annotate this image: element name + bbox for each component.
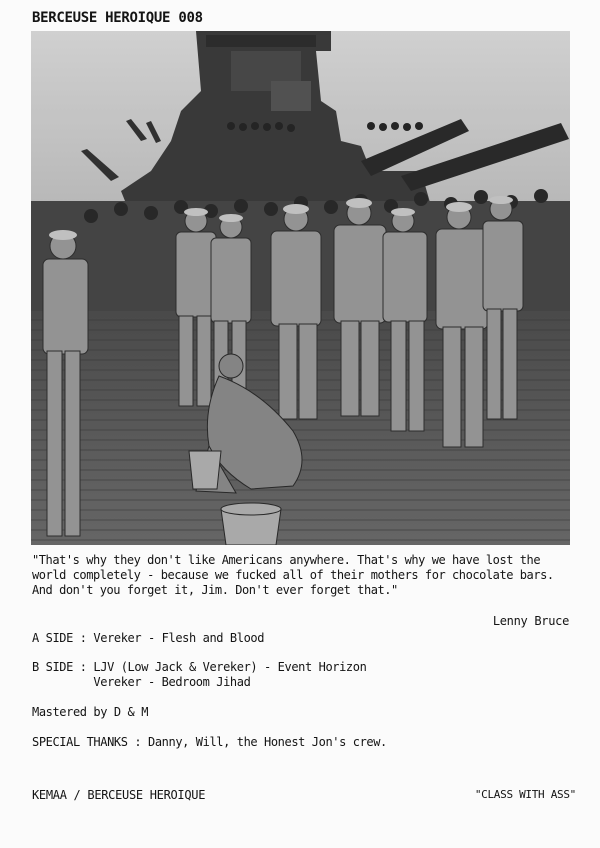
a-side-track: Vereker - Flesh and Blood (93, 631, 265, 645)
a-side-credit (32, 631, 264, 646)
mastered-credit: Mastered by D & M (32, 705, 149, 719)
b-side-track: Vereker - Bedroom Jihad (93, 675, 251, 689)
b-side-track: LJV (Low Jack & Vereker) - Event Horizon (93, 660, 367, 674)
record-title: BERCEUSE HEROIQUE 008 (32, 10, 203, 26)
quote-attribution: Lenny Bruce (492, 614, 569, 628)
warship-deck-photo-icon (31, 31, 570, 545)
label-catalog: KEMAA / BERCEUSE HEROIQUE (32, 788, 206, 802)
lenny-bruce-quote: "That's why they don't like Americans anywhere. That's why we have lost the world completely - because we fucked all of their mothers for chocolate bars. And don't you forget it, Jim. Don't ever forget that." (32, 553, 554, 597)
b-side-credit (32, 660, 366, 690)
special-thanks: SPECIAL THANKS : Danny, Will, the Honest Jon's crew. (32, 735, 387, 749)
a-side-label: A SIDE : (32, 631, 94, 645)
warship-deck-photo (31, 31, 570, 545)
b-side-label: B SIDE : (32, 660, 94, 674)
tagline: "CLASS WITH ASS" (474, 788, 576, 801)
